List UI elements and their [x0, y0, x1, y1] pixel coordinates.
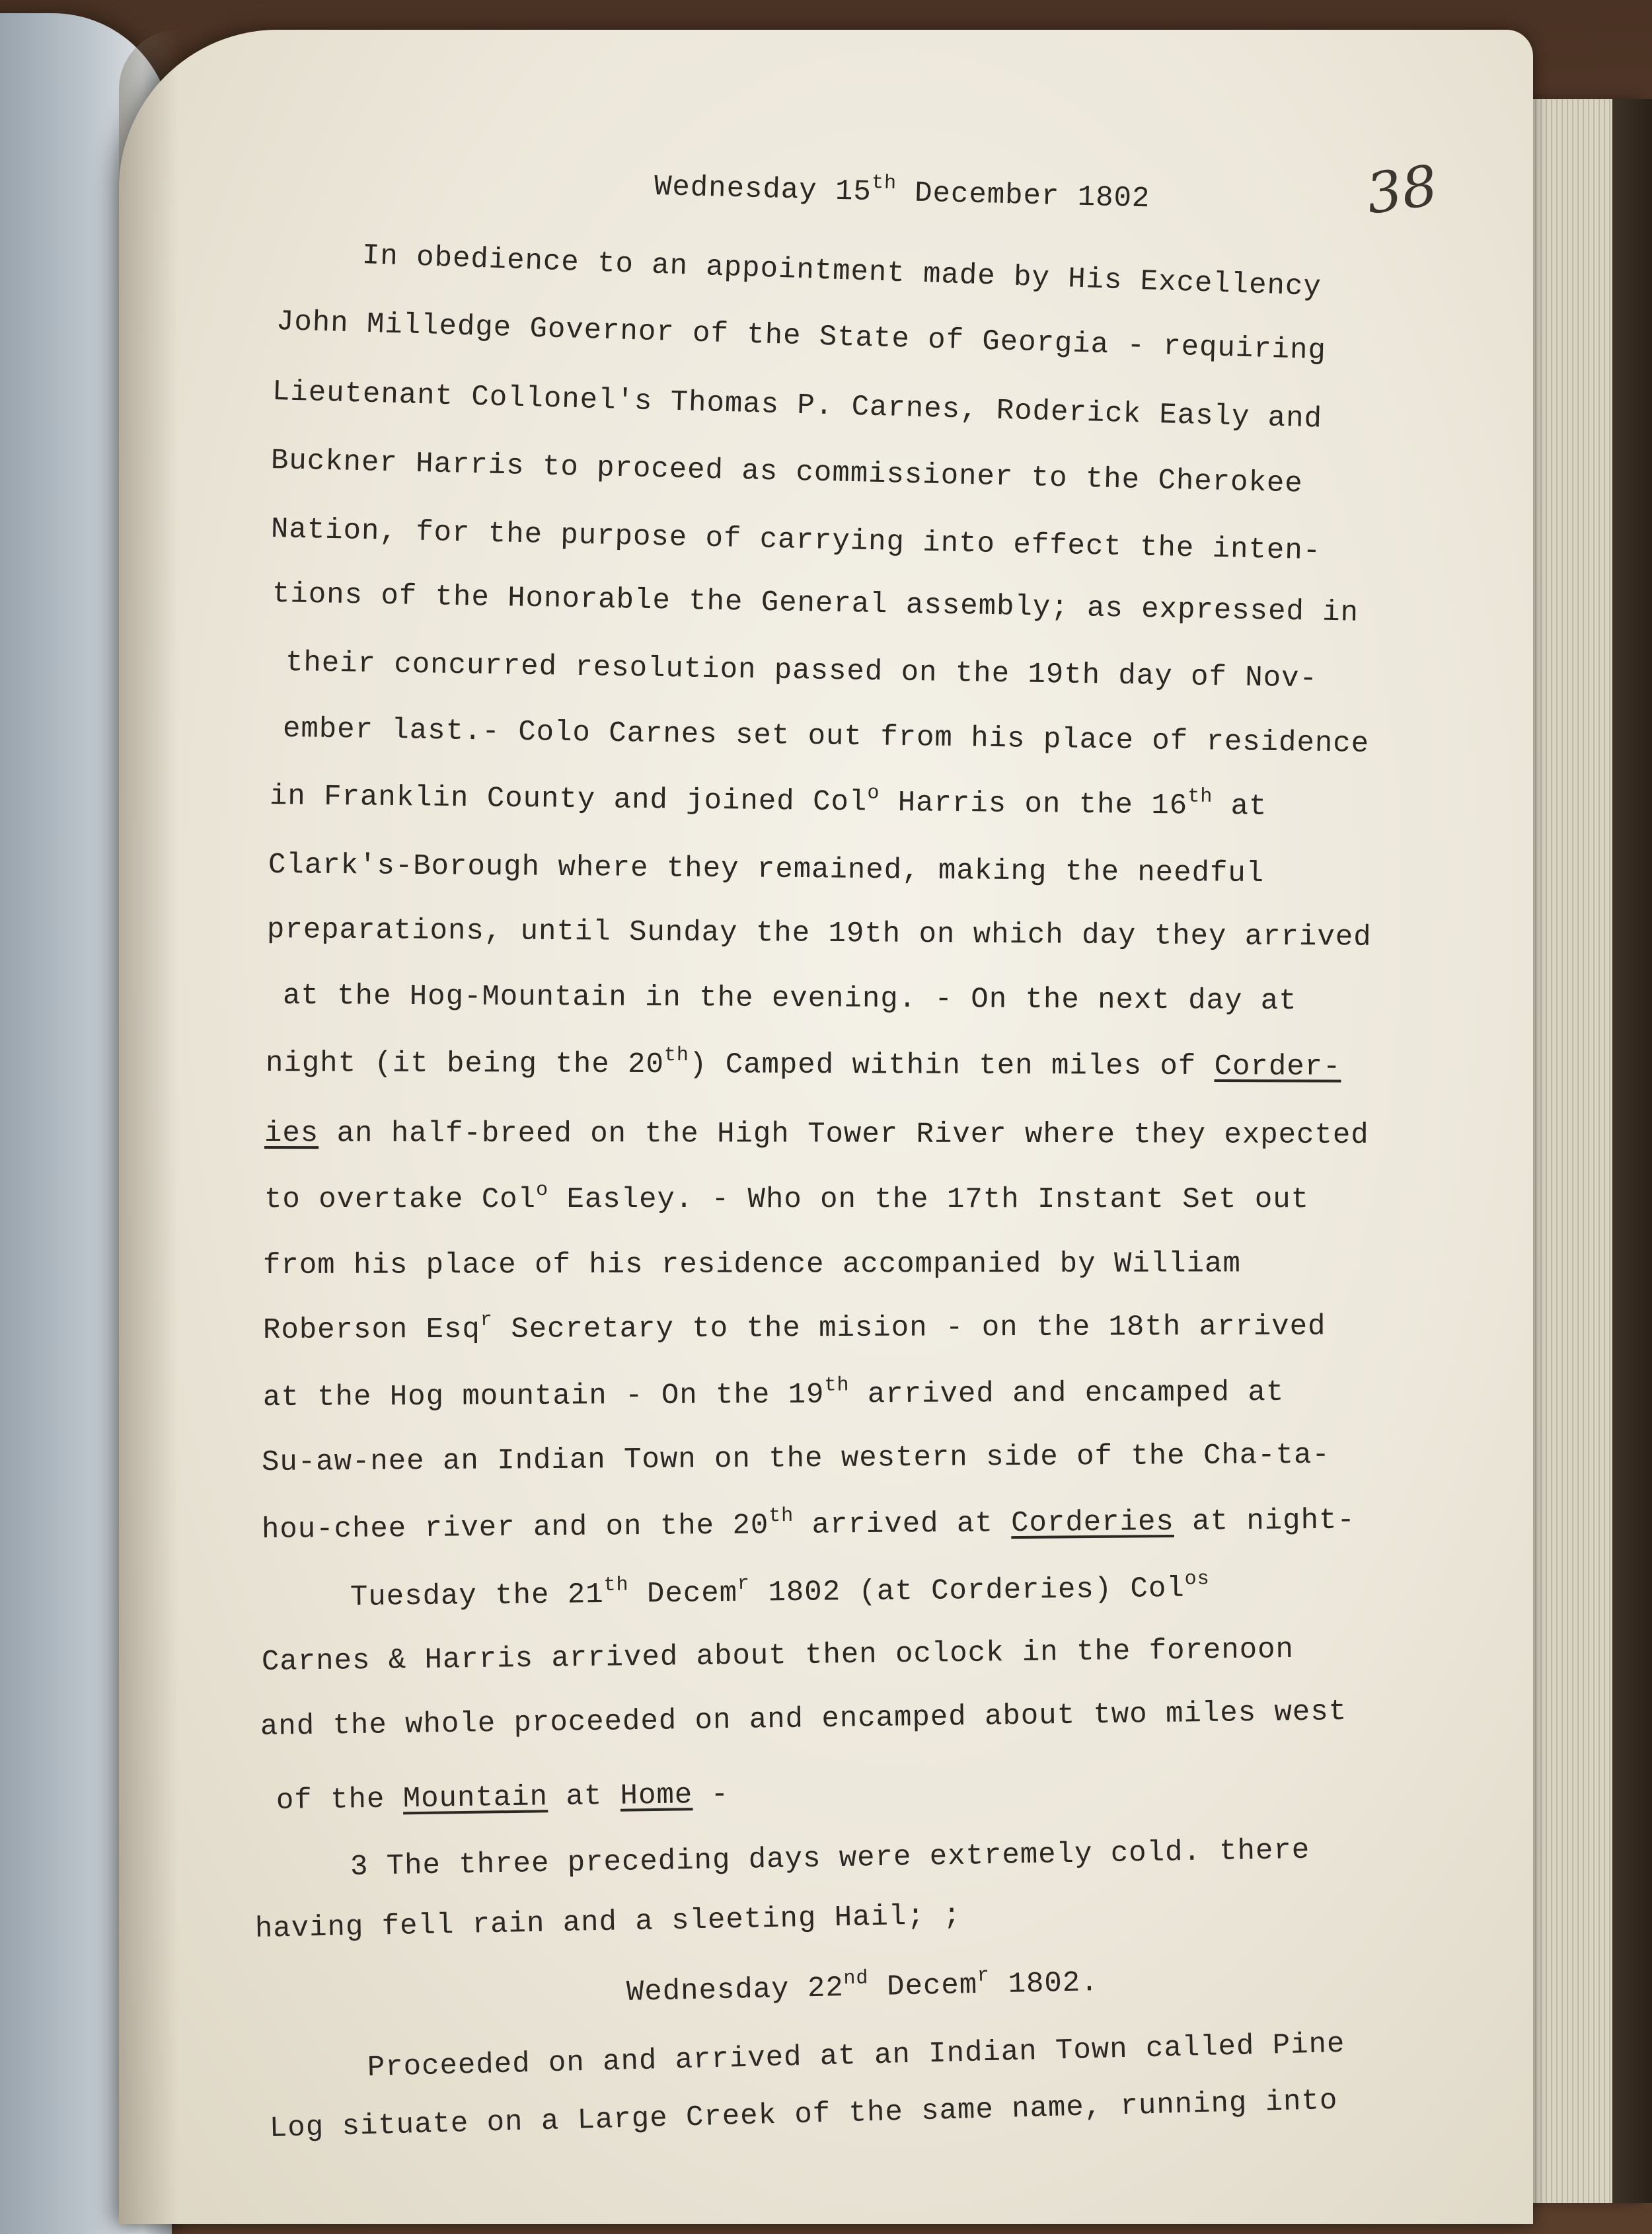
text-line: at the Hog mountain - On the 19th arrived and encamped at	[262, 1374, 1285, 1414]
text-line: Tuesday the 21th Decem$^r$ 1802 (at Corderies) Col$^{os}$	[350, 1568, 1210, 1614]
text-line: Roberson Esq$^r$ Secretary to the mision - on the 18th arrived	[262, 1309, 1326, 1347]
text-line: ies an half-breed on the High Tower River where they expected	[264, 1117, 1369, 1152]
text-line: of the Mountain at Home -	[276, 1778, 730, 1818]
page-number: 38	[1362, 153, 1442, 227]
heading: Wednesday 15th December 1802	[654, 171, 1150, 216]
text-line: Clark's-Borough where they remained, making the needful	[268, 849, 1265, 891]
text-line: night (it being the 20th) Camped within ten miles of Corder-	[265, 1044, 1341, 1084]
text-line: at the Hog-Mountain in the evening. - On the next day at	[282, 980, 1297, 1019]
text-line: Su-aw-nee an Indian Town on the western side of the Cha-ta-	[261, 1438, 1330, 1479]
text-line: to overtake Col$^o$ Easley. - Who on the 17th Instant Set out	[264, 1179, 1310, 1216]
text-line: Carnes & Harris arrived about then oclock in the forenoon	[261, 1633, 1295, 1679]
text-line: In obedience to an appointment made by His Excellency	[361, 239, 1322, 305]
text-line: and the whole proceeded on and encamped about two miles west	[260, 1695, 1347, 1744]
text-line: ember last.- Colo Carnes set out from his place of residence	[282, 713, 1370, 761]
text-line: preparations, until Sunday the 19th on which day they arrived	[266, 913, 1372, 954]
text-line: Log situate on a Large Creek of the same name, running into	[269, 2084, 1338, 2145]
text-line: hou-chee river and on the 20th arrived at Corderies at night-	[261, 1504, 1356, 1547]
text-line: 3 The three preceding days were extremely cold. there	[350, 1833, 1310, 1884]
text-line: Lieutenant Collonel's Thomas P. Carnes, Roderick Easly and	[272, 375, 1323, 436]
text-line: Nation, for the purpose of carrying into effect the inten-	[270, 513, 1322, 568]
subheading: Wednesday 22nd Decem$^r$ 1802.	[626, 1964, 1100, 2009]
text-line: having fell rain and a sleeting Hail; ;	[254, 1899, 962, 1946]
text-line: their concurred resolution passed on the 19th day of Nov-	[285, 646, 1318, 696]
text-line: in Franklin County and joined Col$^o$ Harris on the 16th at	[269, 780, 1267, 824]
text-line: from his place of his residence accompanied by William	[262, 1247, 1241, 1282]
text-line: tions of the Honorable the General assembly; as expressed in	[272, 578, 1359, 630]
text-line: Buckner Harris to proceed as commissioner to the Cherokee	[270, 444, 1304, 501]
text-line: John Milledge Governor of the State of Georgia - requiring	[276, 305, 1327, 368]
text-line: Proceeded on and arrived at an Indian Town called Pine	[367, 2027, 1346, 2085]
